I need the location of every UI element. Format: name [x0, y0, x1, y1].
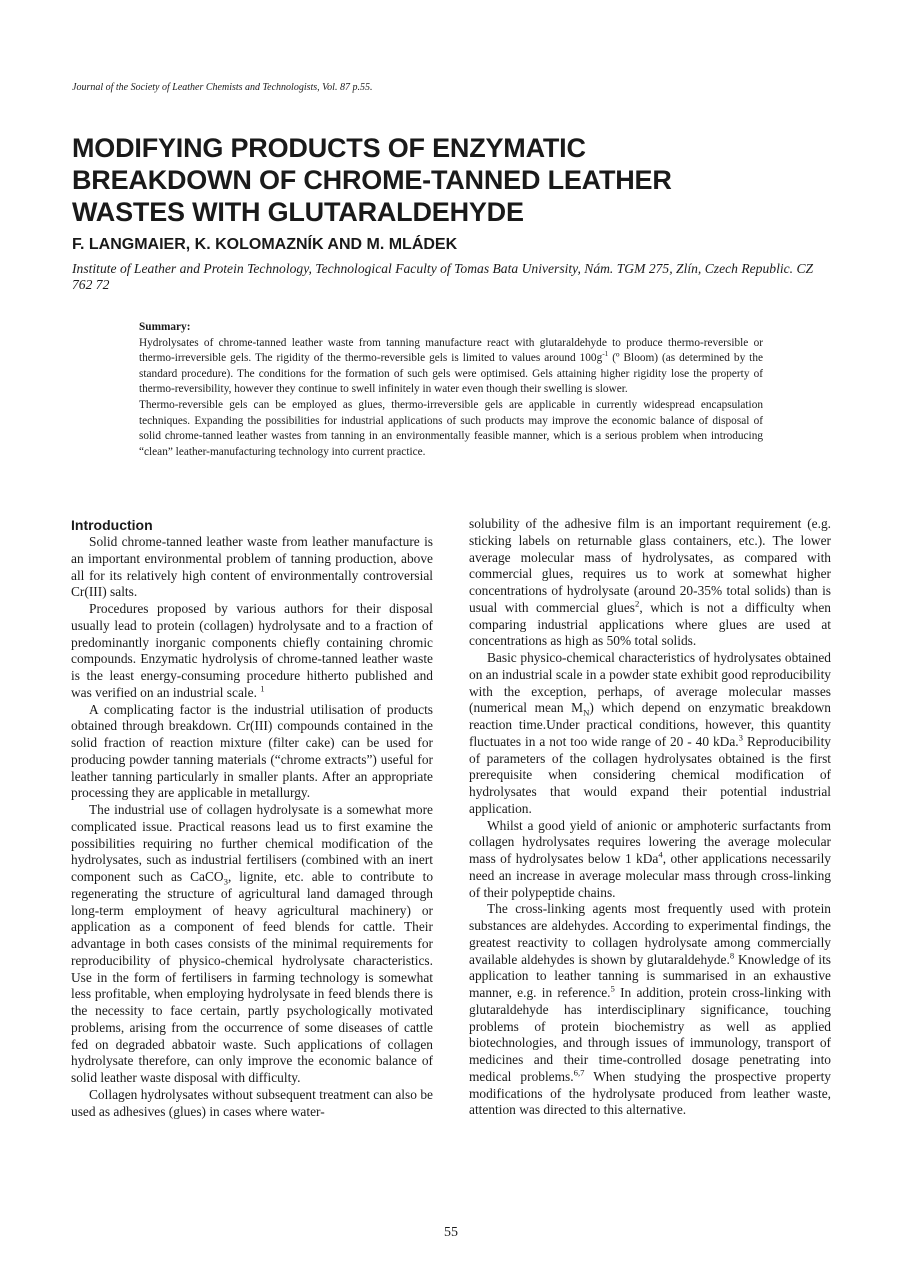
- right-column: [469, 516, 831, 1119]
- journal-header: Journal of the Society of Leather Chemists and Technologists, Vol. 87 p.55.: [72, 82, 373, 93]
- summary-block: [139, 320, 763, 460]
- article-title: [72, 132, 772, 228]
- left-column: [71, 516, 433, 1120]
- body-paragraph: Basic physico-chemical characteristics of hydrolysates obtained on an industrial scale in a powder state exhibit good reproducibility with the exception, perhaps, of average molecular masses (numerical mean $M_N$) which depend on enzymatic breakdown reaction time.Under practical conditions, however, this quantity fluctuates in a not too wide range of 20 - 40 kDa.$^3$ Reproducibility of parameters of the collagen hydrolysates obtained is the first prerequisite when considering chemical modification of hydrolysates that would expand their potential industrial application.: [469, 650, 831, 816]
- body-paragraph: A complicating factor is the industrial utilisation of products obtained through breakdown. Cr(III) compounds contained in the solid fraction of reaction mixture (filter cake) can be used for producing powder tanning materials (“chrome extracts”) useful for leather tanning particularly in smaller plants. After an appropriate processing they are applicable in metallurgy.: [71, 701, 433, 801]
- summary-label: Summary:: [139, 321, 191, 333]
- body-paragraph: Procedures proposed by various authors for their disposal usually lead to protein (collagen) hydrolysate and to a fraction of predominantly inorganic components chiefly containing chromic compounds. Enzymatic hydrolysis of chrome-tanned leather waste is the least energy-consuming procedure hitherto published and was verified on an industrial scale. $^1$: [71, 601, 433, 700]
- title-line-2: BREAKDOWN OF CHROME-TANNED LEATHER: [72, 165, 672, 195]
- body-paragraph: solubility of the adhesive film is an important requirement (e.g. sticking labels on returnable glass containers, etc.). The lower average molecular mass of hydrolysates, as compared with commercial glues, requires us to work at somewhat higher concentrations of hydrolysate (around 20-35% total solids) than is usual with commercial glues$^2$, which is not a difficulty when comparing industrial applications where glues are used at concentrations as high as 50% total solids.: [469, 516, 831, 649]
- body-paragraph: Collagen hydrolysates without subsequent treatment can also be used as adhesives (glues) in cases where water-: [71, 1086, 433, 1119]
- page-number: 55: [444, 1225, 458, 1240]
- affiliation: Institute of Leather and Protein Technology, Technological Faculty of Tomas Bata University, Nám. TGM 275, Zlín, Czech Republic. CZ 762 72: [72, 261, 814, 292]
- summary-paragraph-2: Thermo-reversible gels can be employed as glues, thermo-irreversible gels are applicable in currently widespread encapsulation techniques. Expanding the possibilities for industrial applications of such products may improve the economic balance of disposal of solid chrome-tanned leather wastes from tanning in an environmentally feasible manner, which is a serious problem when introducing “clean” leather-manufacturing technology into current practice.: [139, 398, 763, 458]
- body-paragraph: The industrial use of collagen hydrolysate is a somewhat more complicated issue. Practical reasons lead us to first examine the possibilities requiring no further chemical modification of the hydrolysates, such as industrial fertilisers (combined with an inert component such as CaCO$_3$, lignite, etc. able to contribute to regenerating the structure of agricultural land damaged through long-term employment of heavy agricultural machinery) or application as a component of feed blends for cattle. Their advantage in both cases consists of the minimal requirements for reproducibility of physico-chemical hydrolysate characteristics. Use in the form of fertilisers in farming technology is somewhat less profitable, when employing hydrolysate in feed blends there is the necessity to face certain, partly psychologically motivated problems, arising from the occurrence of some diseases of cattle fed on degraded abbatoir waste. Such applications of collagen hydrolysate therefore, can only improve the economic balance of solid leather waste disposal with difficulty.: [71, 802, 434, 1085]
- body-paragraph: Solid chrome-tanned leather waste from leather manufacture is an important environmental problem of tanning production, above all for its relatively high content of environmentally controversial Cr(III) salts.: [71, 534, 433, 600]
- title-line-1: MODIFYING PRODUCTS OF ENZYMATIC: [72, 133, 586, 163]
- summary-paragraph-1: Hydrolysates of chrome-tanned leather waste from tanning manufacture react with glutaraldehyde to produce thermo-reversible or thermo-irreversible gels. The rigidity of the thermo-reversible gels is limited to values around $100g^{-1}$ (º Bloom) (as determined by the standard procedure). The conditions for the formation of such gels were optimised. Gels attaining higher rigidity lose the property of thermo-reversibility, however they continue to swell infinitely in water even though their swelling is slower.: [139, 336, 763, 396]
- title-line-3: WASTES WITH GLUTARALDEHYDE: [72, 197, 524, 227]
- body-paragraph: The cross-linking agents most frequently used with protein substances are aldehydes. According to experimental findings, the greatest reactivity to collagen hydrolysate among commercially available aldehydes is shown by glutaraldehyde.$^8$ Knowledge of its application to leather tanning is summarised in an exhaustive manner, e.g. in reference.$^5$ In addition, protein cross-linking with glutaraldehyde has interdisciplinary significance, touching problems of protein biochemistry as well as applied biotechnologies, and through issues of immunology, transport of medicines and their time-controlled dosage penetrating into medical problems.$^{6,7}$ When studying the prospective property modifications of the hydrolysate produced from leather waste, attention was directed to this alternative.: [469, 901, 831, 1118]
- author-list: F. LANGMAIER, K. KOLOMAZNÍK AND M. MLÁDEK: [72, 236, 458, 253]
- section-heading-introduction: Introduction: [71, 517, 153, 533]
- body-paragraph: Whilst a good yield of anionic or amphoteric surfactants from collagen hydrolysates requires lowering the average molecular mass of hydrolysates below 1 kDa$^4$, other applications necessarily need an increase in average molecular mass through cross-linking of their polypeptide chains.: [469, 817, 831, 900]
